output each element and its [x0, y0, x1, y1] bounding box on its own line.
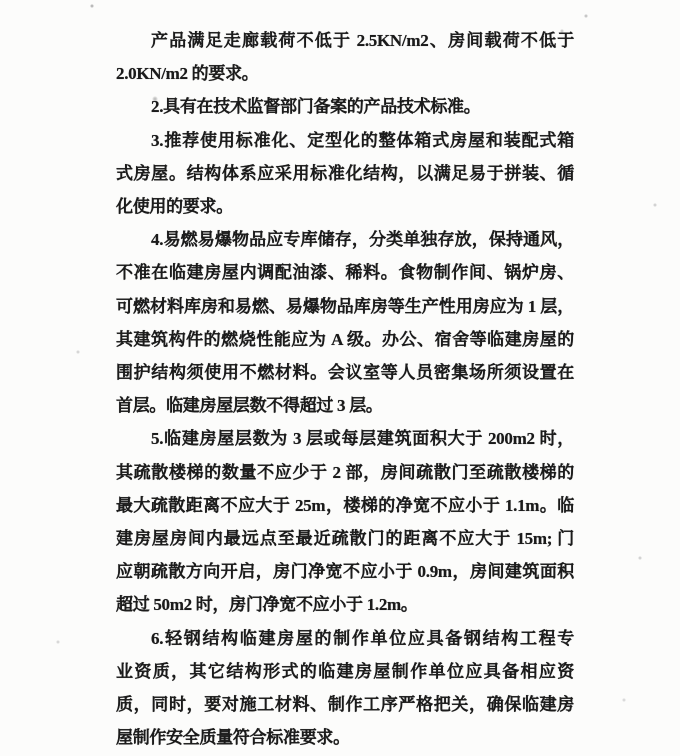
text-line: 围护结构须使用不燃材料。会议室等人员密集场所须设置在	[116, 363, 574, 383]
text-line: 其疏散楼梯的数量不应少于 2 部，房间疏散门至疏散楼梯的	[116, 462, 574, 482]
text-line: 质，同时，要对施工材料、制作工序严格把关，确保临建房	[116, 695, 574, 715]
text-line: 不准在临建房屋内调配油漆、稀料。食物制作间、锅炉房、	[116, 263, 574, 283]
text-line: 化使用的要求。	[116, 197, 233, 217]
text-line: 6.轻钢结构临建房屋的制作单位应具备钢结构工程专	[151, 628, 574, 648]
text-line: 超过 50m2 时，房门净宽不应小于 1.2m。	[116, 595, 418, 615]
text-line: 2.0KN/m2 的要求。	[116, 64, 259, 84]
text-line: 3.推荐使用标准化、定型化的整体箱式房屋和装配式箱	[151, 130, 574, 150]
text-line: 应朝疏散方向开启，房门净宽不应小于 0.9m，房间建筑面积	[116, 562, 574, 582]
text-line: 其建筑构件的燃烧性能应为 A 级。办公、宿舍等临建房屋的	[116, 329, 574, 349]
text-line: 最大疏散距离不应大于 25m，楼梯的净宽不应小于 1.1m。临	[116, 495, 574, 515]
text-line: 屋制作安全质量符合标准要求。	[116, 728, 350, 748]
text-line: 4.易燃易爆物品应专库储存，分类单独存放，保持通风，	[151, 230, 574, 250]
document-text-block	[116, 24, 574, 754]
text-line: 产品满足走廊载荷不低于 2.5KN/m2、房间载荷不低于	[151, 31, 574, 50]
text-line: 业资质，其它结构形式的临建房屋制作单位应具备相应资	[116, 661, 574, 681]
text-line: 式房屋。结构体系应采用标准化结构，以满足易于拼装、循	[116, 163, 574, 183]
text-line: 5.临建房屋层数为 3 层或每层建筑面积大于 200m2 时，	[151, 429, 574, 449]
text-line: 2.具有在技术监督部门备案的产品技术标准。	[151, 97, 481, 117]
text-line: 可燃材料库房和易燃、易爆物品库房等生产性用房应为 1 层，	[116, 296, 574, 316]
text-line: 建房屋房间内最远点至最近疏散门的距离不应大于 15m; 门	[116, 529, 574, 549]
text-line: 首层。临建房屋层数不得超过 3 层。	[116, 396, 383, 416]
